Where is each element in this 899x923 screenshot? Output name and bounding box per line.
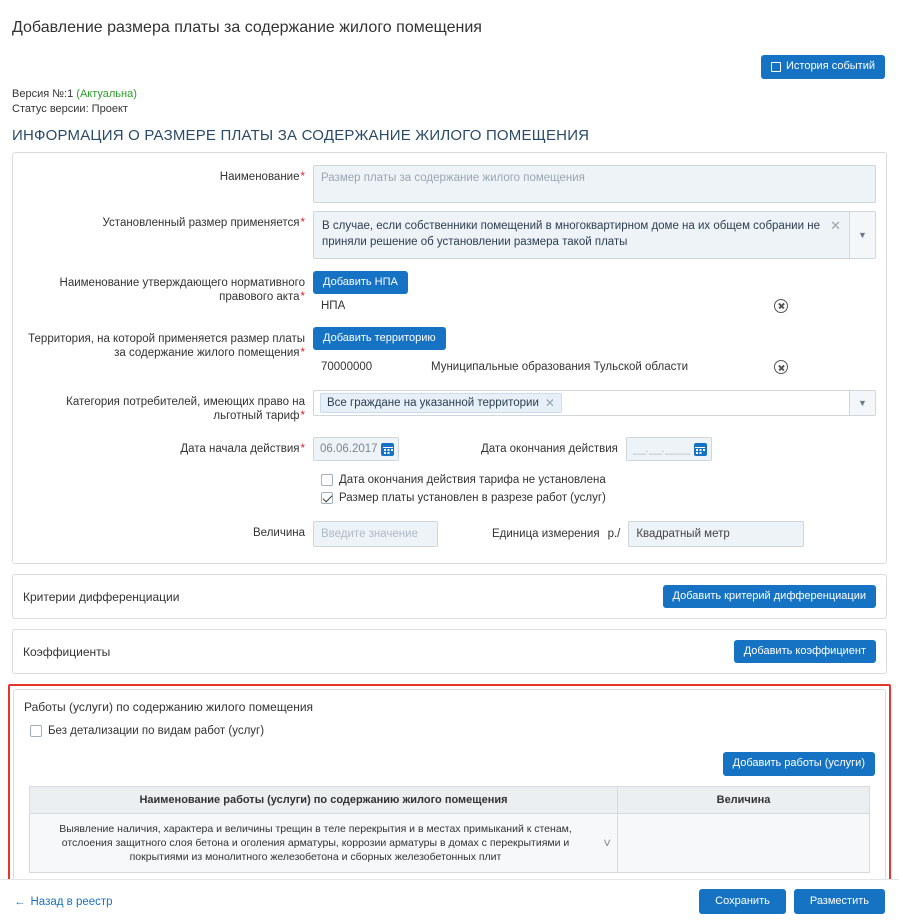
checkbox-by-works-label: Размер платы установлен в разрезе работ (услуг)	[339, 492, 606, 504]
date-end-input[interactable]	[626, 437, 712, 461]
field-checkboxes	[313, 471, 876, 507]
works-section-title: Работы (услуги) по содержанию жилого помещения	[24, 700, 314, 715]
unit-input[interactable]: Квадратный метр	[628, 521, 804, 547]
main-info-panel	[12, 152, 887, 564]
field-row-category	[13, 380, 886, 427]
label-unit: Единица измерения	[492, 528, 600, 540]
applied-select[interactable]	[313, 211, 876, 259]
criteria-section	[12, 574, 887, 619]
checkbox-no-end-date-row[interactable]	[313, 471, 876, 489]
add-works-button[interactable]: Добавить работы (услуги)	[723, 752, 875, 775]
field-row-applied	[13, 207, 886, 263]
checkbox-by-works[interactable]	[321, 492, 333, 504]
label-applied	[23, 211, 313, 230]
label-value: Величина	[253, 527, 305, 539]
calendar-icon[interactable]	[381, 443, 394, 456]
field-row-name	[13, 161, 886, 207]
version-number: Версия №:1	[12, 87, 74, 100]
clear-icon[interactable]: ✕	[544, 396, 555, 410]
required-marker: *	[300, 170, 305, 183]
npa-row	[313, 294, 876, 315]
label-npa-text: Наименование утверждающего нормативного правового акта	[59, 276, 305, 303]
field-dates	[313, 437, 876, 461]
date-start-input[interactable]	[313, 437, 399, 461]
checkbox-by-works-row[interactable]	[313, 489, 876, 507]
table-row[interactable]	[30, 813, 870, 872]
history-button-row	[0, 51, 899, 80]
field-value-unit	[313, 521, 876, 547]
category-tag	[320, 393, 562, 413]
remove-circle-icon[interactable]	[774, 360, 788, 374]
required-marker: *	[300, 443, 305, 455]
required-marker: *	[300, 346, 305, 359]
criteria-section-title: Критерии дифференциации	[23, 589, 180, 604]
label-name-text: Наименование	[219, 170, 300, 183]
date-start-value: 06.06.2017	[320, 443, 378, 455]
chevron-down-icon[interactable]: ▼	[849, 212, 875, 258]
history-events-button[interactable]	[761, 55, 885, 78]
chevron-down-icon[interactable]: ▼	[849, 391, 875, 415]
page-title: Добавление размера платы за содержание жилого помещения	[12, 18, 482, 36]
label-territory	[23, 327, 313, 360]
calendar-icon[interactable]	[694, 443, 707, 456]
label-category-text: Категория потребителей, имеющих право на льготный тариф	[66, 396, 305, 422]
works-row-name	[30, 813, 618, 872]
footer-actions	[699, 889, 885, 914]
label-date-end: Дата окончания действия	[481, 443, 618, 455]
add-npa-button[interactable]: Добавить НПА	[313, 271, 408, 294]
history-events-button-label: История событий	[786, 60, 875, 73]
version-status: Статус версии: Проект	[12, 102, 128, 115]
checkbox-no-end-date-label: Дата окончания действия тарифа не установлена	[339, 474, 606, 486]
field-row-checkboxes	[13, 465, 886, 511]
checkbox-no-detail-label: Без детализации по видам работ (услуг)	[48, 725, 265, 738]
coefficients-section-title: Коэффициенты	[23, 644, 111, 659]
label-name	[23, 165, 313, 184]
required-marker: *	[300, 290, 305, 303]
chevron-double-down-icon[interactable]: ˅	[603, 835, 611, 851]
save-button[interactable]: Сохранить	[699, 889, 786, 914]
required-marker: *	[300, 216, 305, 229]
works-table-header-value: Величина	[618, 786, 870, 813]
checkbox-no-end-date[interactable]	[321, 474, 333, 486]
coefficients-section	[12, 629, 887, 674]
label-npa	[23, 271, 313, 304]
field-applied	[313, 211, 876, 259]
field-npa	[313, 271, 876, 315]
checkbox-no-detail[interactable]	[30, 725, 42, 737]
field-row-territory	[13, 319, 886, 380]
required-marker: *	[300, 410, 305, 422]
works-section-highlight	[8, 684, 891, 892]
unit-prefix: р./	[607, 528, 621, 540]
works-table-header-name: Наименование работы (услуги) по содержанию жилого помещения	[30, 786, 618, 813]
works-button-row	[24, 752, 875, 775]
field-row-value-unit	[13, 511, 886, 551]
label-date-start	[23, 437, 313, 456]
territory-row	[313, 350, 876, 376]
date-end-value: __.__.____	[632, 443, 691, 455]
arrow-left-icon: ←	[14, 895, 26, 908]
checkbox-no-detail-row[interactable]	[24, 722, 875, 740]
field-name	[313, 165, 876, 203]
works-row-name-text: Выявление наличия, характера и величины трещин в теле перекрытия и в местах примыканий к стенам, отслоения защитного слоя бетона и оголения арматуры, коррозии арматуры в домах с перекрытиями и покрытиями из монолитного железобетона и сборных железобетонных плит	[59, 822, 572, 863]
label-territory-text: Территория, на которой применяется размер платы за содержание жилого помещения	[28, 332, 305, 359]
works-row-value	[618, 813, 870, 872]
add-criteria-button[interactable]: Добавить критерий дифференциации	[663, 585, 876, 608]
field-row-dates	[13, 427, 886, 465]
publish-button[interactable]: Разместить	[794, 889, 885, 914]
version-block	[0, 81, 899, 117]
field-row-npa	[13, 263, 886, 319]
label-date-start-text: Дата начала действия	[180, 443, 300, 455]
add-territory-button[interactable]: Добавить территорию	[313, 327, 446, 350]
territory-code: 70000000	[321, 361, 373, 373]
works-section	[13, 689, 886, 887]
section-title: ИНФОРМАЦИЯ О РАЗМЕРЕ ПЛАТЫ ЗА СОДЕРЖАНИЕ ЖИЛОГО ПОМЕЩЕНИЯ	[12, 126, 590, 144]
back-to-registry-link[interactable]	[14, 896, 113, 908]
name-textarea[interactable]: Размер платы за содержание жилого помещения	[313, 165, 876, 203]
value-input[interactable]: Введите значение	[313, 521, 438, 547]
clear-icon[interactable]: ✕	[830, 217, 841, 233]
category-tag-label: Все граждане на указанной территории	[327, 397, 539, 409]
works-table-header-row	[30, 786, 870, 813]
npa-value: НПА	[321, 299, 346, 312]
label-category	[23, 390, 313, 423]
applied-selected-value: В случае, если собственники помещений в многоквартирном доме на их общем собрании не приняли решение об установлении размера такой платы	[322, 219, 820, 248]
footer-bar	[0, 879, 899, 923]
label-spacer	[23, 471, 313, 476]
calendar-icon	[771, 62, 781, 72]
version-actual-badge: (Актуальна)	[76, 87, 137, 100]
territory-value: Муниципальные образования Тульской области	[431, 361, 689, 373]
category-select[interactable]	[313, 390, 876, 416]
works-table	[29, 786, 870, 873]
add-coefficient-button[interactable]: Добавить коэффициент	[734, 640, 876, 663]
remove-circle-icon[interactable]	[774, 299, 788, 313]
field-territory	[313, 327, 876, 376]
label-applied-text: Установленный размер применяется	[102, 216, 300, 229]
back-to-registry-label: Назад в реестр	[30, 895, 113, 908]
version-number-row	[12, 87, 887, 102]
field-category	[313, 390, 876, 416]
